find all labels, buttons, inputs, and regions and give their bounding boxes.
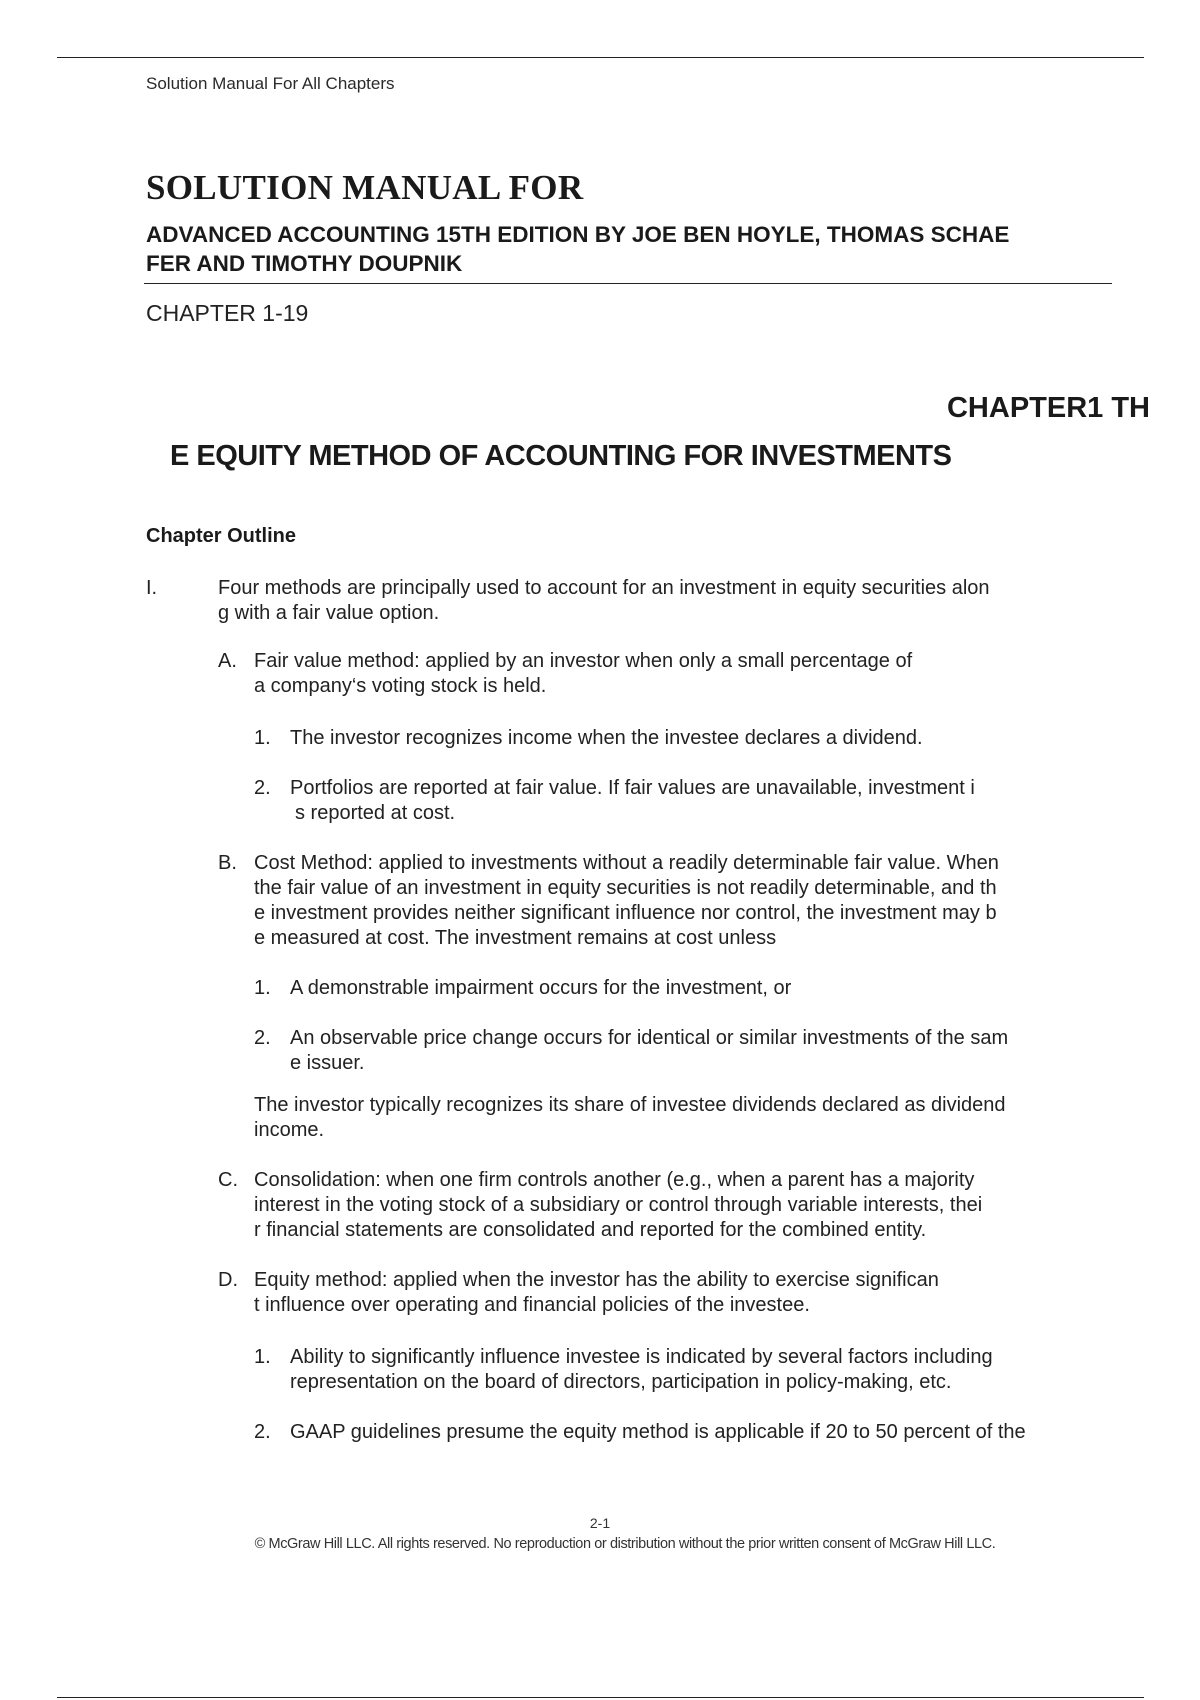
text-line: s reported at cost. bbox=[295, 802, 456, 824]
outline-item-d bbox=[254, 1268, 939, 1318]
page-number: 2-1 bbox=[589, 1515, 611, 1531]
outline-item-d1 bbox=[290, 1345, 993, 1395]
text-line: The investor typically recognizes its share of investee dividends declared as dividend bbox=[254, 1094, 1006, 1116]
text-line: representation on the board of directors, participation in policy-making, etc. bbox=[290, 1371, 952, 1393]
outline-item-b2 bbox=[290, 1026, 1008, 1076]
text-line: t influence over operating and financial policies of the investee. bbox=[254, 1294, 810, 1316]
outline-marker-b1: 1. bbox=[254, 977, 271, 999]
outline-marker-a2: 2. bbox=[254, 777, 271, 799]
outline-marker-d: D. bbox=[218, 1269, 238, 1291]
title-divider bbox=[144, 283, 1112, 284]
text-line: g with a fair value option. bbox=[218, 602, 440, 624]
copyright-notice: © McGraw Hill LLC. All rights reserved. No reproduction or distribution without the prior written consent of McGraw Hill LLC. bbox=[254, 1536, 996, 1552]
text-line: Four methods are principally used to account for an investment in equity securities alon bbox=[218, 577, 990, 599]
text-line: Consolidation: when one firm controls another (e.g., when a parent has a majority bbox=[254, 1169, 975, 1191]
outline-marker-a1: 1. bbox=[254, 727, 271, 749]
outline-marker-d1: 1. bbox=[254, 1346, 271, 1368]
text-line: Ability to significantly influence investee is indicated by several factors including bbox=[290, 1346, 993, 1368]
book-title-line: ADVANCED ACCOUNTING 15TH EDITION BY JOE BEN HOYLE, THOMAS SCHAE bbox=[146, 222, 1010, 247]
text-line: The investor recognizes income when the investee declares a dividend. bbox=[290, 727, 923, 749]
outline-item-a1 bbox=[290, 726, 923, 751]
text-line: e investment provides neither significant influence nor control, the investment may b bbox=[254, 902, 997, 924]
top-rule bbox=[57, 57, 1144, 58]
chapter-heading-line-1: CHAPTER1 TH bbox=[946, 392, 1150, 424]
outline-note-b bbox=[254, 1093, 1006, 1143]
text-line: income. bbox=[254, 1119, 325, 1141]
outline-item-i bbox=[218, 576, 990, 626]
text-line: interest in the voting stock of a subsidiary or control through variable interests, thei bbox=[254, 1194, 983, 1216]
outline-item-b bbox=[254, 851, 999, 951]
text-line: GAAP guidelines presume the equity method is applicable if 20 to 50 percent of the bbox=[290, 1421, 1026, 1443]
text-line: e issuer. bbox=[290, 1052, 365, 1074]
outline-marker-d2: 2. bbox=[254, 1421, 271, 1443]
main-title: SOLUTION MANUAL FOR bbox=[146, 168, 584, 207]
text-line: Cost Method: applied to investments without a readily determinable fair value. When bbox=[254, 852, 999, 874]
outline-item-a2 bbox=[290, 776, 975, 826]
text-line: Fair value method: applied by an investor when only a small percentage of bbox=[254, 650, 913, 672]
text-line: An observable price change occurs for identical or similar investments of the sam bbox=[290, 1027, 1009, 1049]
book-title bbox=[146, 220, 1136, 278]
outline-item-d2 bbox=[290, 1420, 1026, 1445]
outline-marker-a: A. bbox=[218, 650, 237, 672]
chapter-range: CHAPTER 1-19 bbox=[146, 300, 309, 326]
text-line: e measured at cost. The investment remains at cost unless bbox=[254, 927, 777, 949]
text-line: A demonstrable impairment occurs for the investment, or bbox=[290, 977, 792, 999]
outline-marker-i: I. bbox=[146, 577, 158, 599]
outline-marker-b2: 2. bbox=[254, 1027, 271, 1049]
outline-heading: Chapter Outline bbox=[146, 525, 297, 547]
book-title-line: FER AND TIMOTHY DOUPNIK bbox=[146, 251, 463, 276]
outline-item-a bbox=[254, 649, 912, 699]
text-line: a company‘s voting stock is held. bbox=[254, 675, 547, 697]
text-line: Portfolios are reported at fair value. If fair values are unavailable, investment i bbox=[290, 777, 975, 799]
outline-marker-c: C. bbox=[218, 1169, 238, 1191]
outline-item-c bbox=[254, 1168, 982, 1243]
text-line: Equity method: applied when the investor has the ability to exercise significan bbox=[254, 1269, 939, 1291]
outline-marker-b: B. bbox=[218, 852, 237, 874]
running-header: Solution Manual For All Chapters bbox=[146, 74, 395, 93]
bottom-rule bbox=[57, 1697, 1144, 1698]
text-line: r financial statements are consolidated and reported for the combined entity. bbox=[254, 1219, 927, 1241]
outline-item-b1 bbox=[290, 976, 791, 1001]
chapter-heading-line-2: E EQUITY METHOD OF ACCOUNTING FOR INVESTMENTS bbox=[170, 440, 952, 472]
text-line: the fair value of an investment in equity securities is not readily determinable, and th bbox=[254, 877, 997, 899]
